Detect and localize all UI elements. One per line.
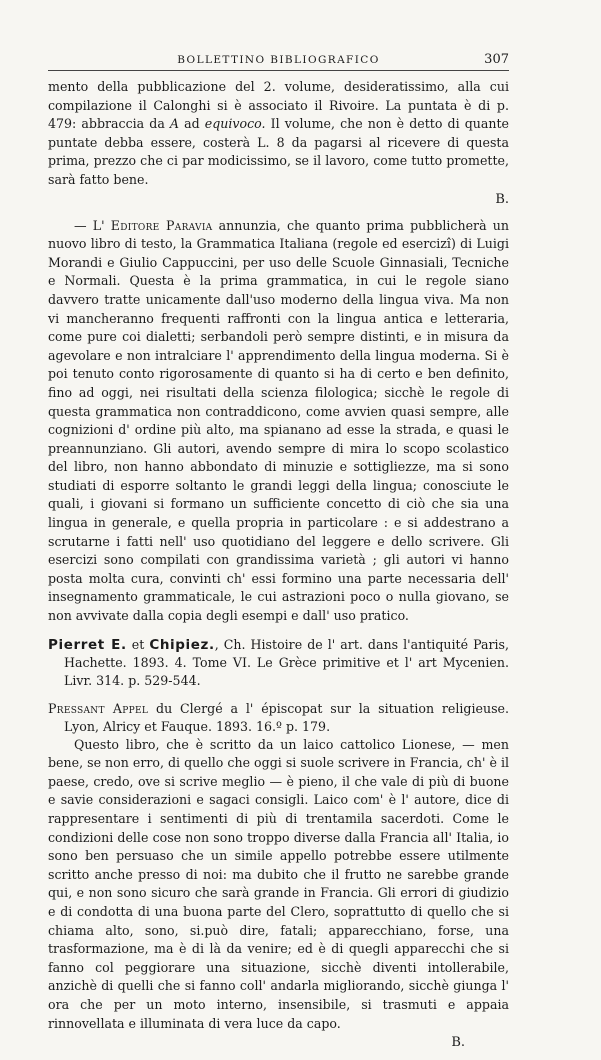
italic-term: A [169, 116, 180, 132]
paragraph-paravia [48, 217, 509, 626]
paragraph-review: Questo libro, che è scritto da un laico cattolico Lionese, — men bene, se non erro, di quello che oggi si suole scrivere in Francia, ch' è il paese, credo, ove si scrive meglio — è pieno, il che vale di più di buone e savie considerazioni e sagaci consigli. Laico com' è l' autore, dice di rappresentare i sentimenti di più di trentamila sacerdoti. Come le condizioni delle cose non sono troppo diverse dalla Francia all' Italia, io sono ben persuaso che un simile appello potrebbe essere utilmente scritto anche presso di noi: ma dubito che il frutto ne sarebbe grande qui, e non sono sicuro che sarà grande in Francia. Gli errori di giudizio e di condotta di una buona parte del Clero, soprattutto di quello che si chiama alto, sono, si.può dire, fatali; apparecchiano, forse, una trasformazione, ma è di là da venire; ed è di quegli apparecchi che si fanno col peggiorare una situazione, sicchè diventi intollerabile, anzichè di quelli che si fanno coll' andarla migliorando, sicchè giunga l' ora che per un moto interno, insensibile, si trasmuti e appaia rinnovellata e illuminata di vera luce da capo. [48, 736, 509, 1031]
bibliography-entry-pressant [48, 700, 509, 736]
running-head-title: BOLLETTINO BIBLIOGRAFICO [177, 54, 380, 66]
entry-text: , Ch. Histoire de l' art. dans l'antiquité Paris, Hachette. 1893. 4. Tome VI. Le Grèce primitive et l' art Mycenien. Livr. 314. p. 529-544. [64, 636, 510, 688]
paragraph-text: ad [179, 116, 205, 132]
italic-term: equivoco. [204, 116, 266, 132]
paragraph-lead: — L' [74, 217, 111, 233]
paragraph-text: Il volume, che non è detto di quante puntate debba essere, costerà L. 8 da pagarsi al ricevere di questa prima, prezzo che ci par modicissimo, se il lavoro, come tutto promette, sarà fatto bene. [48, 116, 509, 187]
author-name: Pierret E. [48, 636, 127, 653]
entry-text: du Clergé a l' épiscopat sur la situation religieuse. Lyon, Alricy et Fauque. 1893. 16.º p. 179. [64, 700, 510, 734]
publisher-name: Editore Paravia [110, 217, 213, 233]
entry-connector: et [126, 636, 150, 652]
paragraph-vocabolario [48, 78, 509, 190]
bibliography-entry-perrot [48, 636, 509, 690]
page-number: 307 [484, 52, 509, 67]
paragraph-text: annunzia, che quanto prima pubblicherà un nuovo libro di testo, la Grammatica Italiana (regole ed esercizî) di Luigi Morandi e Giulio Cappuccini, per uso delle Scuole Ginnasiali, Tecniche e Normali. Questa è la prima grammatica, in cui le regole siano davvero tratte unicamente dall'uso moderno della lingua viva. Ma non vi mancheranno frequenti raffronti con la lingua antica e letteraria, come pure coi dialetti; serbandoli però sempre distinti, e in misura da agevolare e non intralciare l' apprendimento della lingua moderna. Si è poi tenuto conto rigorosamente di quanto si ha di certo e ben definito, fino ad oggi, nei risultati della scienza filologica; sicchè le regole di questa grammatica non contraddicono, come avvien quasi sempre, alle cognizioni d' ordine più alto, ma spianano ad esse la strada, e quasi le preannunziano. Gli autori, avendo sempre di mira lo scopo scolastico del libro, non hanno abbondato di minuzie e sottigliezze, ma si sono studiati di esporre soltanto le grandi leggi della lingua; conosciute le quali, i giovani si formano un sufficiente concetto di ciò che sia una lingua in generale, e quella propria in particolare : e si addestrano a scrutarne i fatti nell' uso quotidiano del leggere e dello scrivere. Gli esercizi sono compilati con grandissima varietà ; gli autori vi hanno posta molta cura, convinti ch' essi formino una parte necessaria dell' insegnamento grammaticale, le cui astrazioni poco o nulla giovano, se non avvivate dalla copia degli esempi e dall' uso pratico. [48, 217, 509, 624]
author-name: Chipiez. [149, 636, 215, 653]
running-head [48, 52, 509, 71]
signature: B. [495, 191, 509, 207]
entry-title: Pressant Appel [48, 700, 149, 716]
signature: B. [451, 1035, 465, 1051]
page-body [48, 78, 509, 1060]
paragraph-text: mento della pubblicazione del 2. volume, desideratissimo, alla cui compilazione il Calonghi si è associato il Rivoire. La puntata è di p. 479: abbraccia da [48, 79, 509, 132]
